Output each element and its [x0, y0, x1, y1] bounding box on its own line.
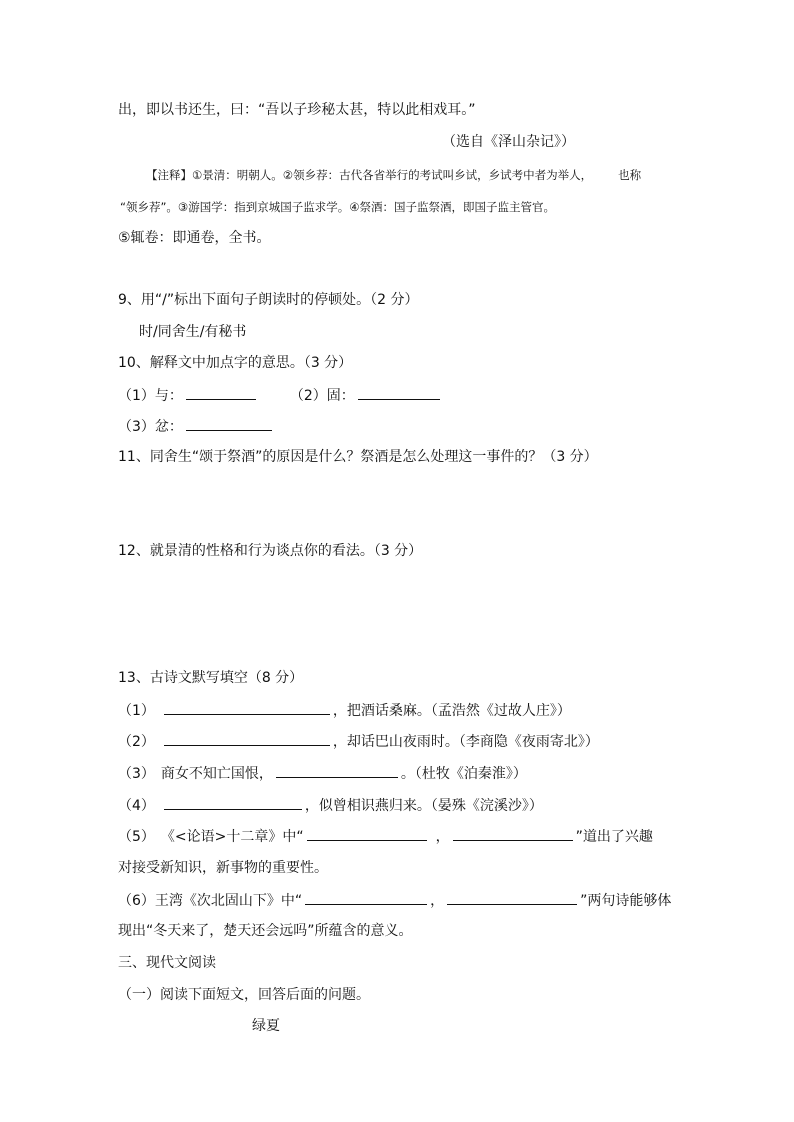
- answer-blank[interactable]: [305, 890, 427, 905]
- question-10-item-3-label: （3）忿：: [118, 419, 183, 435]
- question-9-sentence: 时/同舍生/有秘书: [139, 324, 247, 340]
- answer-blank[interactable]: [358, 385, 440, 400]
- section-3-subheading: （一）阅读下面短文，回答后面的问题。: [118, 987, 370, 1003]
- section-3-heading: 三、现代文阅读: [118, 955, 216, 971]
- answer-blank[interactable]: [186, 416, 272, 431]
- item-text: ，却话巴山夜雨时。（李商隐《夜雨寄北》）: [332, 734, 599, 750]
- item-number: （3）: [118, 766, 155, 782]
- question-13-item-5-continued: 对接受新知识，新事物的重要性。: [118, 860, 328, 876]
- answer-blank[interactable]: [186, 385, 256, 400]
- notes-line-1-text: 【注释】①景清：明朝人。②领乡荐：古代各省举行的考试叫乡试，乡试考中者为举人，: [146, 168, 593, 182]
- passage-last-line: 出，即以书还生，曰：“吾以子珍秘太甚，特以此相戏耳。”: [118, 102, 476, 118]
- item-text: ”两句诗能够体: [580, 893, 672, 909]
- question-11: 11、同舍生“颂于祭酒”的原因是什么？祭酒是怎么处理这一事件的？（3 分）: [118, 449, 598, 465]
- notes-line-3: ⑤辄卷：即通卷，全书。: [118, 230, 271, 246]
- question-13-item-2: [118, 731, 599, 752]
- question-9: 9、用“/”标出下面句子朗读时的停顿处。（2 分）: [118, 292, 419, 308]
- item-number: （2）: [118, 734, 155, 750]
- question-13-item-1: [118, 700, 571, 721]
- question-13-item-5: [118, 826, 653, 847]
- answer-blank[interactable]: [276, 763, 398, 778]
- notes-line-1: [146, 165, 641, 185]
- question-10: 10、解释文中加点字的意思。（3 分）: [118, 355, 353, 371]
- question-10-item-1: [118, 385, 443, 406]
- item-text: ，: [435, 829, 450, 845]
- passage-title: 绿夏: [252, 1018, 280, 1034]
- notes-line-2: “领乡荐”。③游国学：指到京城国子监求学。④祭酒：国子监祭酒，即国子监主管官。: [120, 200, 556, 214]
- item-text: ，把酒话桑麻。（孟浩然《过故人庄》）: [332, 703, 571, 719]
- item-text: 《<论语>十二章》中“: [160, 829, 304, 845]
- question-12: 12、就景清的性格和行为谈点你的看法。（3 分）: [118, 543, 423, 559]
- question-13-item-6-continued: 现出“冬天来了，楚天还会远吗”所蕴含的意义。: [118, 923, 413, 939]
- item-number: （5）: [118, 829, 155, 845]
- passage-source: （选自《泽山杂记》）: [442, 134, 575, 150]
- item-number: （1）: [118, 703, 155, 719]
- question-13-item-3: [118, 763, 527, 784]
- item-text: ，: [430, 893, 445, 909]
- notes-line-1-tail: 也称: [618, 168, 642, 182]
- item-text: ”道出了兴趣: [575, 829, 653, 845]
- question-13: 13、古诗文默写填空（8 分）: [118, 670, 304, 686]
- answer-blank[interactable]: [447, 890, 577, 905]
- question-13-item-6: [118, 890, 671, 911]
- question-13-item-4: [118, 795, 543, 816]
- question-10-item-2-label: （2）固：: [289, 388, 355, 404]
- answer-blank[interactable]: [164, 795, 302, 810]
- answer-blank[interactable]: [307, 826, 427, 841]
- item-text: 商女不知亡国恨，: [160, 766, 273, 782]
- item-number: （4）: [118, 798, 155, 814]
- item-text: 。（杜牧《泊秦淮》）: [400, 766, 527, 782]
- answer-blank[interactable]: [164, 731, 330, 746]
- item-text: ，似曾相识燕归来。（晏殊《浣溪沙》）: [304, 798, 543, 814]
- question-10-item-1-label: （1）与：: [118, 388, 183, 404]
- answer-blank[interactable]: [453, 826, 573, 841]
- answer-blank[interactable]: [164, 700, 330, 715]
- item-text: （6）王湾《次北固山下》中“: [118, 893, 303, 909]
- question-10-item-3: [118, 416, 275, 437]
